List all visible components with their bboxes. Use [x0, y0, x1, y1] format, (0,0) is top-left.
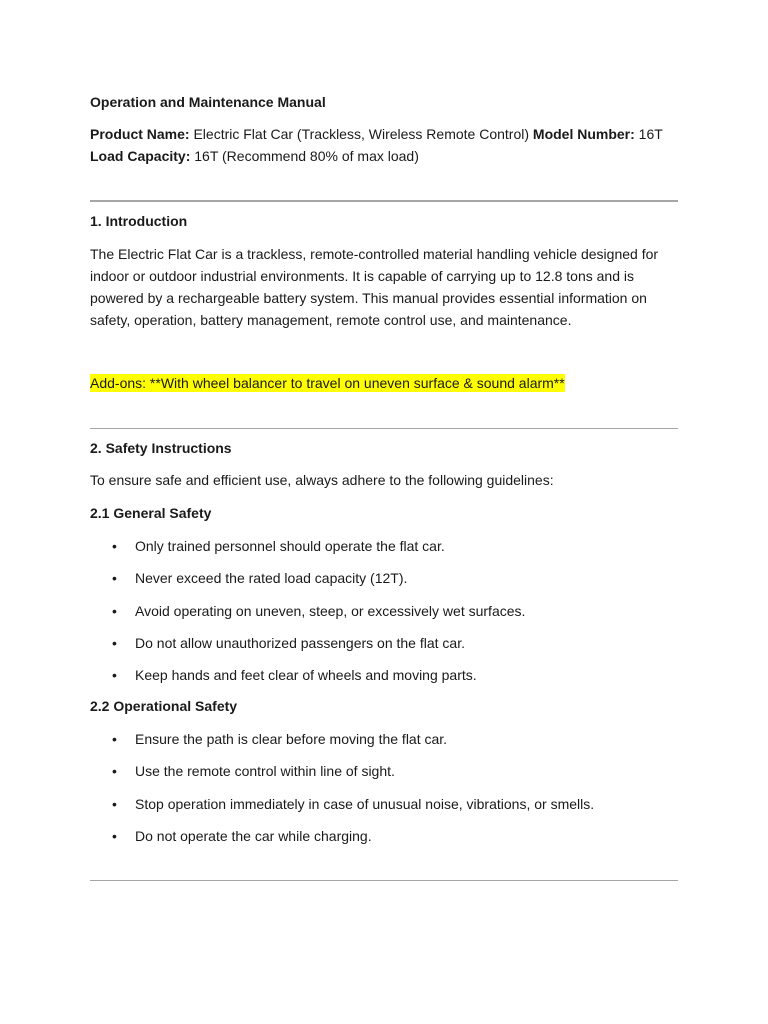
load-capacity-line: [90, 148, 419, 164]
list-item-text: Keep hands and feet clear of wheels and moving parts.: [135, 667, 477, 684]
list-item-text: Ensure the path is clear before moving the flat car.: [135, 731, 448, 747]
safety-heading: 2. Safety Instructions: [90, 440, 232, 456]
bullet-icon: •: [112, 667, 117, 684]
product-name-label: Product Name:: [90, 126, 190, 142]
bullet-icon: •: [112, 795, 117, 812]
bullet-icon: •: [112, 634, 117, 651]
product-name-value: Electric Flat Car (Trackless, Wireless Remote Control): [189, 126, 533, 142]
list-item-text: Stop operation immediately in case of unusual noise, vibrations, or smells.: [135, 795, 595, 812]
introduction-heading: 1. Introduction: [90, 213, 188, 229]
list-item-text: Only trained personnel should operate the flat car.: [135, 538, 445, 554]
addons-note: [90, 375, 565, 391]
addons-highlight: Add-ons: **With wheel balancer to travel on uneven surface & sound alarm**: [90, 375, 565, 391]
bullet-icon: •: [112, 731, 117, 747]
bullet-icon: •: [112, 602, 117, 619]
section-divider: [90, 880, 678, 881]
operational-safety-heading: 2.2 Operational Safety: [90, 698, 238, 714]
bullet-icon: •: [112, 763, 117, 780]
section-divider: [90, 200, 678, 202]
list-item: [90, 538, 678, 570]
load-capacity-value: 16T (Recommend 80% of max load): [190, 148, 419, 164]
introduction-body: The Electric Flat Car is a trackless, remote-controlled material handling vehicle designed for indoor or outdoor industrial environments. It is capable of carrying up to 12.8 tons and is powered by a rechargeable battery system. This manual provides essential information on safety, operation, battery management, remote control use, and maintenance.: [90, 246, 659, 328]
list-item-text: Never exceed the rated load capacity (12T).: [135, 570, 408, 587]
load-capacity-label: Load Capacity:: [90, 148, 191, 164]
model-number-value: 16T: [634, 126, 663, 142]
list-item: [90, 796, 678, 828]
list-item: [90, 731, 678, 763]
list-item-text: Avoid operating on uneven, steep, or excessively wet surfaces.: [135, 602, 526, 619]
general-safety-list: [90, 538, 678, 699]
list-item: [90, 763, 678, 795]
product-info-line: [90, 126, 663, 142]
list-item-text: Use the remote control within line of sight.: [135, 763, 395, 780]
operational-safety-list: [90, 731, 678, 860]
bullet-icon: •: [112, 538, 117, 554]
list-item: [90, 635, 678, 667]
document-title: Operation and Maintenance Manual: [90, 94, 326, 110]
bullet-icon: •: [112, 827, 117, 844]
list-item-text: Do not operate the car while charging.: [135, 827, 372, 844]
safety-intro: To ensure safe and efficient use, always adhere to the following guidelines:: [90, 472, 554, 488]
list-item: [90, 828, 678, 860]
list-item: [90, 570, 678, 602]
section-divider: [90, 428, 678, 429]
list-item-text: Do not allow unauthorized passengers on the flat car.: [135, 634, 465, 651]
model-number-label: Model Number:: [532, 126, 635, 142]
list-item: [90, 667, 678, 699]
bullet-icon: •: [112, 570, 117, 587]
general-safety-heading: 2.1 General Safety: [90, 505, 212, 521]
list-item: [90, 603, 678, 635]
